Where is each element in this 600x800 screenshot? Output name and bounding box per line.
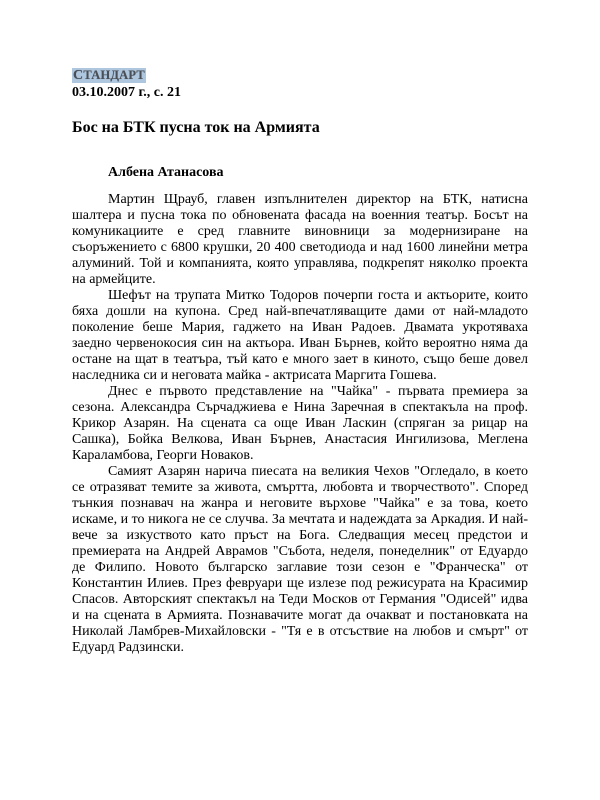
article-paragraph: Самият Азарян нарича пиесата на великия Чехов "Огледало, в което се отразяват темите за живота, смъртта, любовта и творчеството". Според тънкия познавач на жанра и неговите върхове "Чайка" е за това, което искаме, и то никога не се случва. За мечтата и надеждата за Аркадия. И най-вече за изкуството като пръст на Бога. Следващия месец предстои и премиерата на Андрей Аврамов "Събота, неделя, понеделник" от Едуардо де Филипо. Новото българско заглавие този сезон е "Франческа" от Константин Илиев. През февруари ще излезе под режисурата на Красимир Спасов. Авторският спектакъл на Теди Москов от Германия "Одисей" идва и на сцената в Армията. Познавачите могат да очакват и постановката на Николай Ламбрев-Михайловски - "Тя е в отсъствие на любов и смърт" от Едуард Радзински. xyxy=(72,464,528,655)
article-body xyxy=(72,192,528,656)
logo-first-letter: С xyxy=(73,68,84,83)
newspaper-logo xyxy=(72,68,146,83)
article-paragraph: Днес е първото представление на "Чайка" - първата премиера за сезона. Александра Сърчаджиева е Нина Заречная в спектакъла на проф. Крикор Азарян. На сцената са още Иван Ласкин (спряган за рицар на Сашка), Бойка Велкова, Иван Бърнев, Анастасия Ингилизова, Меглена Караламбова, Георги Новаков. xyxy=(72,384,528,463)
article-title: Бос на БТК пусна ток на Армията xyxy=(72,119,320,136)
logo-rest-letters: ТАНДАРТ xyxy=(83,68,145,82)
article-author: Албена Атанасова xyxy=(108,165,224,180)
article-paragraph: Мартин Щрауб, главен изпълнителен директор на БТК, натисна шалтера и пусна тока по обновената фасада на военния театър. Босът на комуникациите е сред главните виновници за модернизиране на съоръжението с 6800 крушки, 20 400 светодиода и над 1600 линейни метра алуминий. Той и компанията, която управлява, подкрепят няколко проекта на армейците. xyxy=(72,192,528,287)
publication-date-page: 03.10.2007 г., с. 21 xyxy=(72,85,181,100)
article-paragraph: Шефът на трупата Митко Тодоров почерпи госта и актьорите, които бяха дошли на купона. Сред най-впечатляващите дами от най-младото поколение беше Мария, гаджето на Иван Радоев. Двамата укротяваха заедно червенокосия син на актьора. Иван Бърнев, който вероятно няма да остане на щат в театъра, тъй като е много зает в киното, също беше довел наследника си и неговата майка - актрисата Маргита Гошева. xyxy=(72,288,528,383)
